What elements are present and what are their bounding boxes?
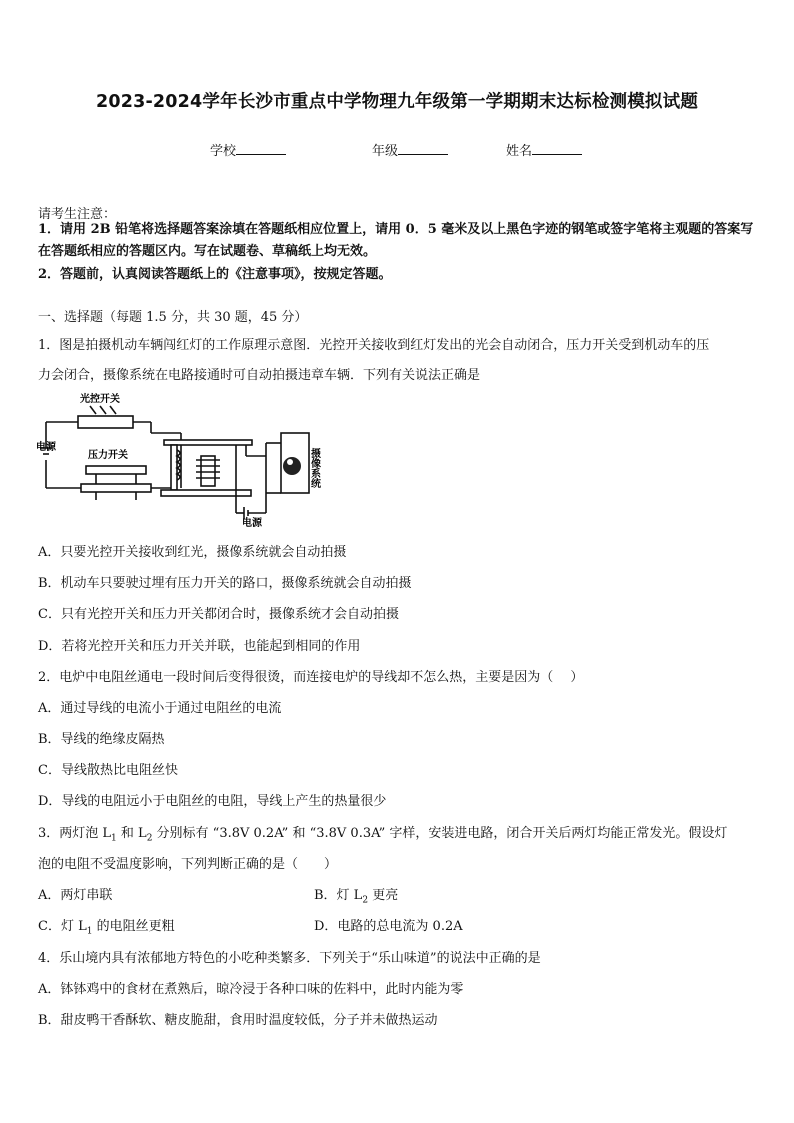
q1-option-b: B．机动车只要驶过埋有压力开关的路口，摄像系统就会自动拍摄 [38,576,412,591]
q3-option-d: D．电路的总电流为 0.2A [314,919,463,934]
circuit-diagram [36,388,336,533]
q3-stem-line1: 3．两灯泡 $L_1$ 和 $L_2$ 分别标有 “3.8V 0.2A” 和 “3.8V 0.3A” 字样，安装进电路，闭合开关后两灯均能正常发光。假设灯 [38,826,728,844]
q2-option-b: B．导线的绝缘皮隔热 [38,732,165,747]
pressure-switch-label: 压力开关 [88,450,128,461]
q2-option-a: A．通过导线的电流小于通过电阻丝的电流 [38,701,282,716]
notice-item-2: 2．答题前，认真阅读答题纸上的《注意事项》，按规定答题。 [38,267,392,282]
q4-stem: 4．乐山境内具有浓郁地方特色的小吃种类繁多．下列关于“乐山味道”的说法中正确的是 [38,951,541,966]
q1-stem-line1: 1．图是拍摄机动车辆闯红灯的工作原理示意图．光控开关接收到红灯发出的光会自动闭合，压力开关受到机动车的压 [38,338,710,353]
q1-option-c: C．只有光控开关和压力开关都闭合时，摄像系统才会自动拍摄 [38,607,399,622]
camera-label: 摄像系统 [308,448,320,488]
school-field: 学校 [210,140,286,159]
notice-item-1: 1．请用 2B 铅笔将选择题答案涂填在答题纸相应位置上，请用 0．5 毫米及以上黑色字迹的钢笔或签字笔将主观题的答案写在答题纸相应的答题区内。写在试题卷、草稿纸上均无效。 [38,222,754,259]
q3-option-a: A．两灯串联 [38,888,113,903]
light-switch-label: 光控开关 [80,394,120,405]
q4-option-a: A．钵钵鸡中的食材在煮熟后，晾冷浸于各种口味的佐料中，此时内能为零 [38,982,464,997]
exam-title: 2023-2024学年长沙市重点中学物理九年级第一学期期末达标检测模拟试题 [95,92,699,112]
q1-option-a: A．只要光控开关接收到红光，摄像系统就会自动拍摄 [38,545,347,560]
name-field: 姓名 [506,140,582,159]
q3-stem-line2: 泡的电阻不受温度影响，下列判断正确的是（ ） [38,857,338,872]
q4-option-b: B．甜皮鸭干香酥软、糖皮脆甜，食用时温度较低，分子并未做热运动 [38,1013,438,1028]
q2-option-c: C．导线散热比电阻丝快 [38,763,178,778]
q2-option-d: D．导线的电阻远小于电阻丝的电阻，导线上产生的热量很少 [38,794,387,809]
section-heading: 一、选择题（每题 1.5 分，共 30 题，45 分） [38,310,308,325]
notice-heading: 请考生注意： [38,207,117,222]
q2-stem: 2．电炉中电阻丝通电一段时间后变得很烫，而连接电炉的导线却不怎么热，主要是因为（ ） [38,670,584,685]
power-label-1: 电源 [36,442,56,453]
q3-option-c: C．灯 $L_1$ 的电阻丝更粗 [38,919,175,937]
q3-option-b: B．灯 $L_2$ 更亮 [314,888,399,906]
power-label-2: 电源 [242,518,262,529]
grade-field: 年级 [372,140,448,159]
q1-option-d: D．若将光控开关和压力开关并联，也能起到相同的作用 [38,639,361,654]
q1-stem-line2: 力会闭合，摄像系统在电路接通时可自动拍摄违章车辆．下列有关说法正确是 [38,368,481,383]
